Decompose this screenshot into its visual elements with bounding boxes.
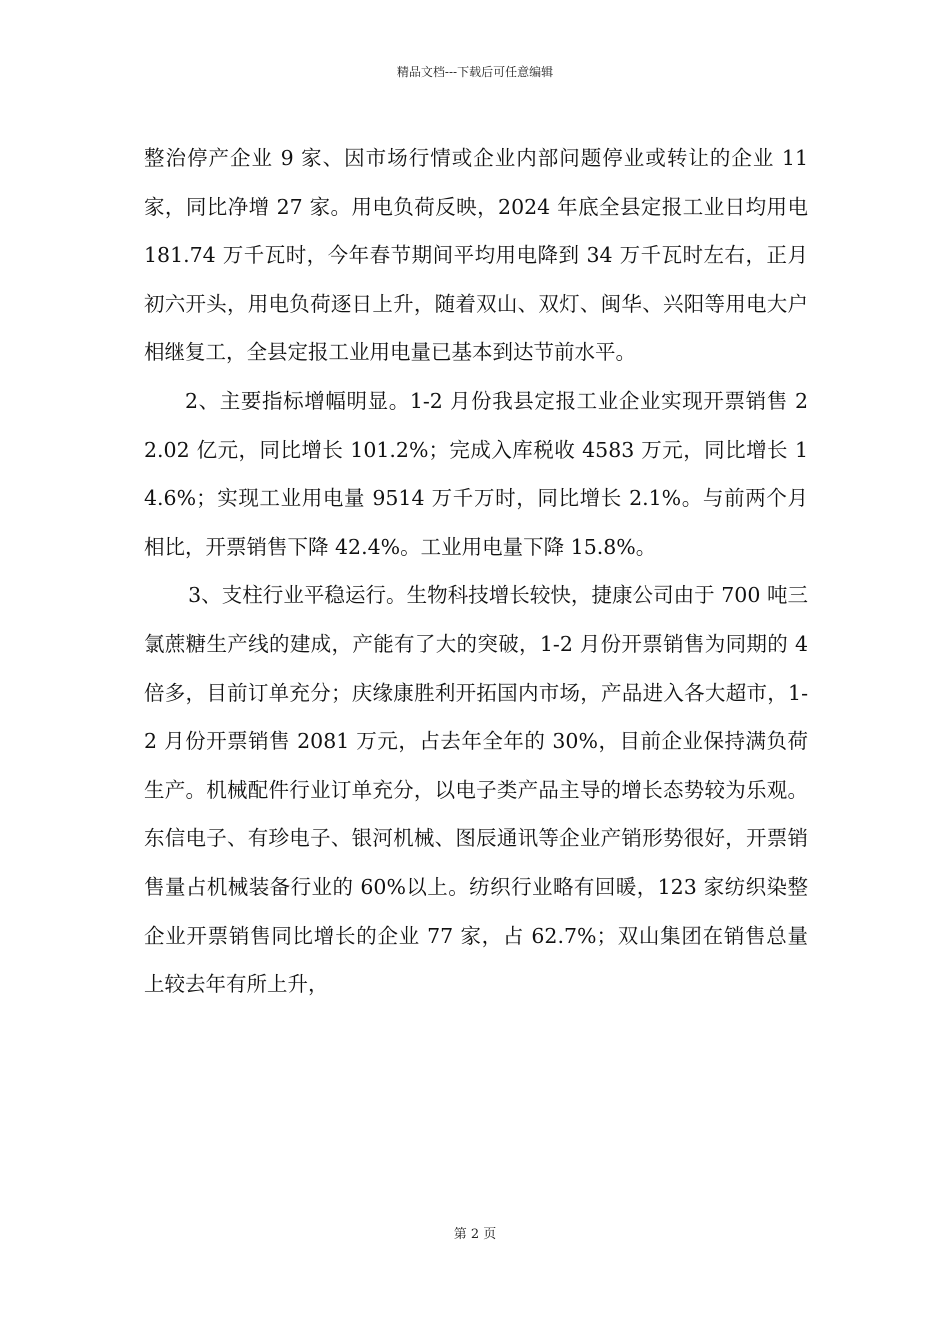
paragraph-pillar-industries: 3、支柱行业平稳运行。生物科技增长较快，捷康公司由于 700 吨三氯蔗糖生产线的建成，产能有了大的突破，1-2 月份开票销售为同期的 4 倍多，目前订单充分；庆缘康胜利开拓国内市场，产品进入各大超市，1-2 月份开票销售 2081 万元，占去年全年的 30%，目前企业保持满负荷生产。机械配件行业订单充分，以电子类产品主导的增长态势较为乐观。东信电子、有珍电子、银河机械、图辰通讯等企业产销形势很好，开票销售量占机械装备行业的 60%以上。纺织行业略有回暖，123 家纺织染整企业开票销售同比增长的企业 77 家，占 62.7%；双山集团在销售总量上较去年有所上升， — [144, 583, 808, 997]
paragraph-continuation: 整治停产企业 9 家、因市场行情或企业内部问题停业或转让的企业 11 家，同比净增 27 家。用电负荷反映，2024 年底全县定报工业日均用电 181.74 万千瓦时，今年春节期间平均用电降到 34 万千瓦时左右，正月初六开头，用电负荷逐日上升，随着双山、双灯、闽华、兴阳等用电大户相继复工，全县定报工业用电量已基本到达节前水平。 — [144, 146, 808, 365]
page-header: 精品文档---下载后可任意编辑 — [396, 65, 554, 79]
page-number: 第 2 页 — [453, 1227, 497, 1242]
document-body — [144, 134, 808, 1009]
paragraph-main-indicators: 2、主要指标增幅明显。1-2 月份我县定报工业企业实现开票销售 22.02 亿元，同比增长 101.2%；完成入库税收 4583 万元，同比增长 14.6%；实现工业用电量 9514 万千万时，同比增长 2.1%。与前两个月相比，开票销售下降 42.4%。工业用电量下降 15.8%。 — [144, 388, 808, 559]
